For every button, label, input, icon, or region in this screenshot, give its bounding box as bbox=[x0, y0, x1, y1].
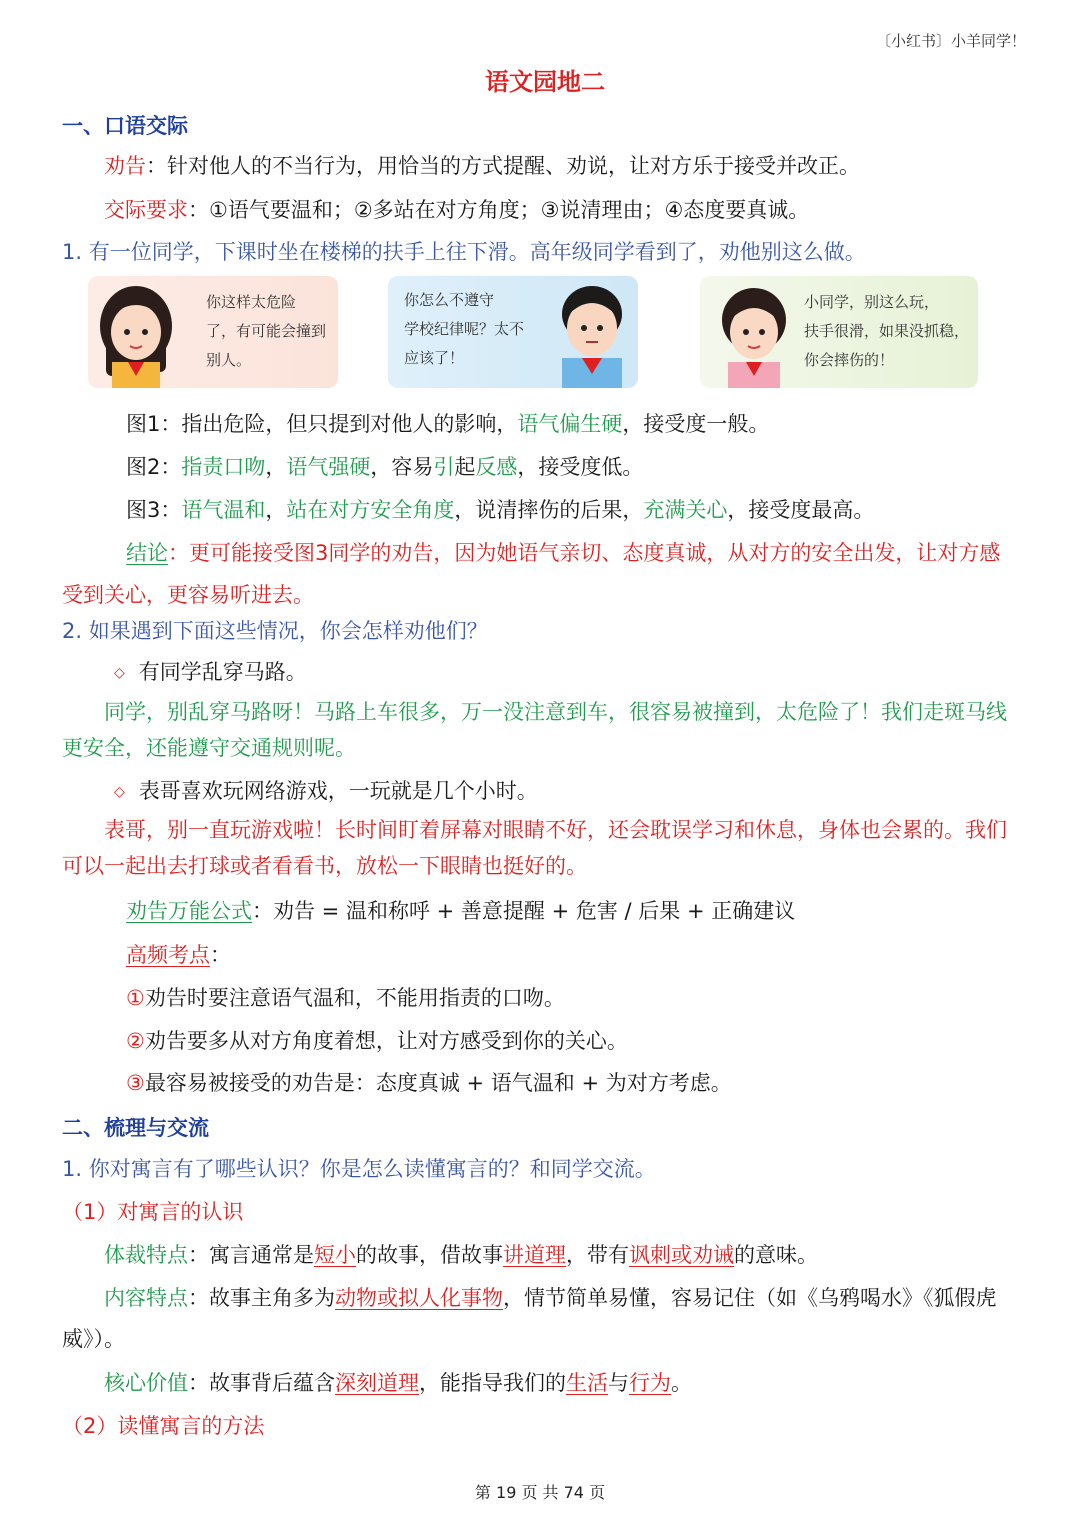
speech-bubble-3: 小同学，别这么玩， 扶手很滑，如果没抓稳， 你会摔伤的！ bbox=[804, 293, 970, 369]
section-1-heading: 一、口语交际 bbox=[62, 114, 188, 138]
formula-line: 劝告万能公式：劝告 = 温和称呼 + 善意提醒 + 危害 / 后果 + 正确建议 bbox=[126, 899, 796, 923]
exam-point-2: ②劝告要多从对方角度着想，让对方感受到你的关心。 bbox=[126, 1029, 628, 1053]
subheading-1: （1）对寓言的认识 bbox=[62, 1200, 244, 1224]
requirements-text: ：①语气要温和；②多站在对方角度；③说清理由；④态度要真诚。 bbox=[188, 198, 810, 222]
section-2-question-1: 1. 你对寓言有了哪些认识？你是怎么读懂寓言的？和同学交流。 bbox=[62, 1157, 656, 1181]
girl-figure-1 bbox=[88, 276, 198, 388]
figure-3-analysis: 图3：语气温和，站在对方安全角度，说清摔伤的后果，充满关心，接受度最高。 bbox=[126, 498, 875, 522]
exam-point-1: ①劝告时要注意语气温和，不能用指责的口吻。 bbox=[126, 986, 565, 1010]
boy-figure bbox=[548, 276, 638, 388]
exam-points-label: 高频考点 bbox=[126, 943, 210, 967]
illustration-panel-3 bbox=[700, 276, 978, 388]
content-features-line-1: 内容特点：故事主角多为动物或拟人化事物，情节简单易懂，容易记住（如《乌鸦喝水》《狐假虎 bbox=[104, 1286, 997, 1310]
speech-bubble-2: 你怎么不遵守 学校纪律呢？太不 应该了！ bbox=[404, 291, 525, 367]
requirements-label: 交际要求 bbox=[104, 198, 188, 222]
diamond-bullet-icon: ◇ bbox=[114, 784, 125, 800]
question-2: 2. 如果遇到下面这些情况，你会怎样劝他们？ bbox=[62, 619, 488, 643]
answer-1-line-1: 同学，别乱穿马路呀！马路上车很多，万一没注意到车，很容易被撞到，太危险了！我们走斑马线 bbox=[104, 700, 1007, 724]
bullet-2: ◇ 表哥喜欢玩网络游戏，一玩就是几个小时。 bbox=[114, 779, 538, 803]
answer-2-line-2: 可以一起出去打球或者看看书，放松一下眼睛也挺好的。 bbox=[62, 854, 587, 878]
source-tag: 〔小红书〕小羊同学！ bbox=[875, 32, 1026, 50]
subheading-2: （2）读懂寓言的方法 bbox=[62, 1414, 265, 1438]
exam-points-heading: 高频考点： bbox=[126, 943, 231, 967]
question-1: 1. 有一位同学，下课时坐在楼梯的扶手上往下滑。高年级同学看到了，劝他别这么做。 bbox=[62, 240, 866, 264]
page-number: 第 19 页 共 74 页 bbox=[474, 1483, 606, 1502]
bullet-1: ◇ 有同学乱穿马路。 bbox=[114, 660, 307, 684]
definition-text: ：针对他人的不当行为，用恰当的方式提醒、劝说，让对方乐于接受并改正。 bbox=[146, 154, 860, 178]
conclusion-line-1: 结论：更可能接受图3同学的劝告，因为她语气亲切、态度真诚，从对方的安全出发，让对方感 bbox=[126, 541, 1001, 565]
core-value: 核心价值：故事背后蕴含深刻道理，能指导我们的生活与行为。 bbox=[104, 1371, 692, 1395]
illustration-panel-2 bbox=[388, 276, 638, 388]
section-2-heading: 二、梳理与交流 bbox=[62, 1116, 209, 1140]
formula-label: 劝告万能公式 bbox=[126, 899, 252, 923]
girl-figure-2 bbox=[708, 276, 804, 388]
exam-point-3: ③最容易被接受的劝告是：态度真诚 + 语气温和 + 为对方考虑。 bbox=[126, 1071, 732, 1095]
content-features-line-2: 威》）。 bbox=[62, 1327, 125, 1351]
answer-1-line-2: 更安全，还能遵守交通规则呢。 bbox=[62, 736, 356, 760]
requirements-line bbox=[104, 195, 809, 225]
speech-bubble-1: 你这样太危险 了，有可能会撞到 别人。 bbox=[206, 293, 327, 369]
genre-features: 体裁特点：寓言通常是短小的故事，借故事讲道理，带有讽刺或劝诫的意味。 bbox=[104, 1243, 818, 1267]
diamond-bullet-icon: ◇ bbox=[114, 665, 125, 681]
figure-2-analysis: 图2：指责口吻，语气强硬，容易引起反感，接受度低。 bbox=[126, 455, 644, 479]
definition-line bbox=[104, 151, 860, 181]
figure-1-analysis: 图1：指出危险，但只提到对他人的影响，语气偏生硬，接受度一般。 bbox=[126, 412, 770, 436]
answer-2-line-1: 表哥，别一直玩游戏啦！长时间盯着屏幕对眼睛不好，还会耽误学习和休息，身体也会累的。我们 bbox=[104, 818, 1007, 842]
conclusion-line-2: 受到关心，更容易听进去。 bbox=[62, 583, 314, 607]
illustration-panel-1 bbox=[88, 276, 338, 388]
definition-label: 劝告 bbox=[104, 154, 146, 178]
page-title: 语文园地二 bbox=[485, 68, 605, 96]
conclusion-label: 结论 bbox=[126, 541, 168, 565]
